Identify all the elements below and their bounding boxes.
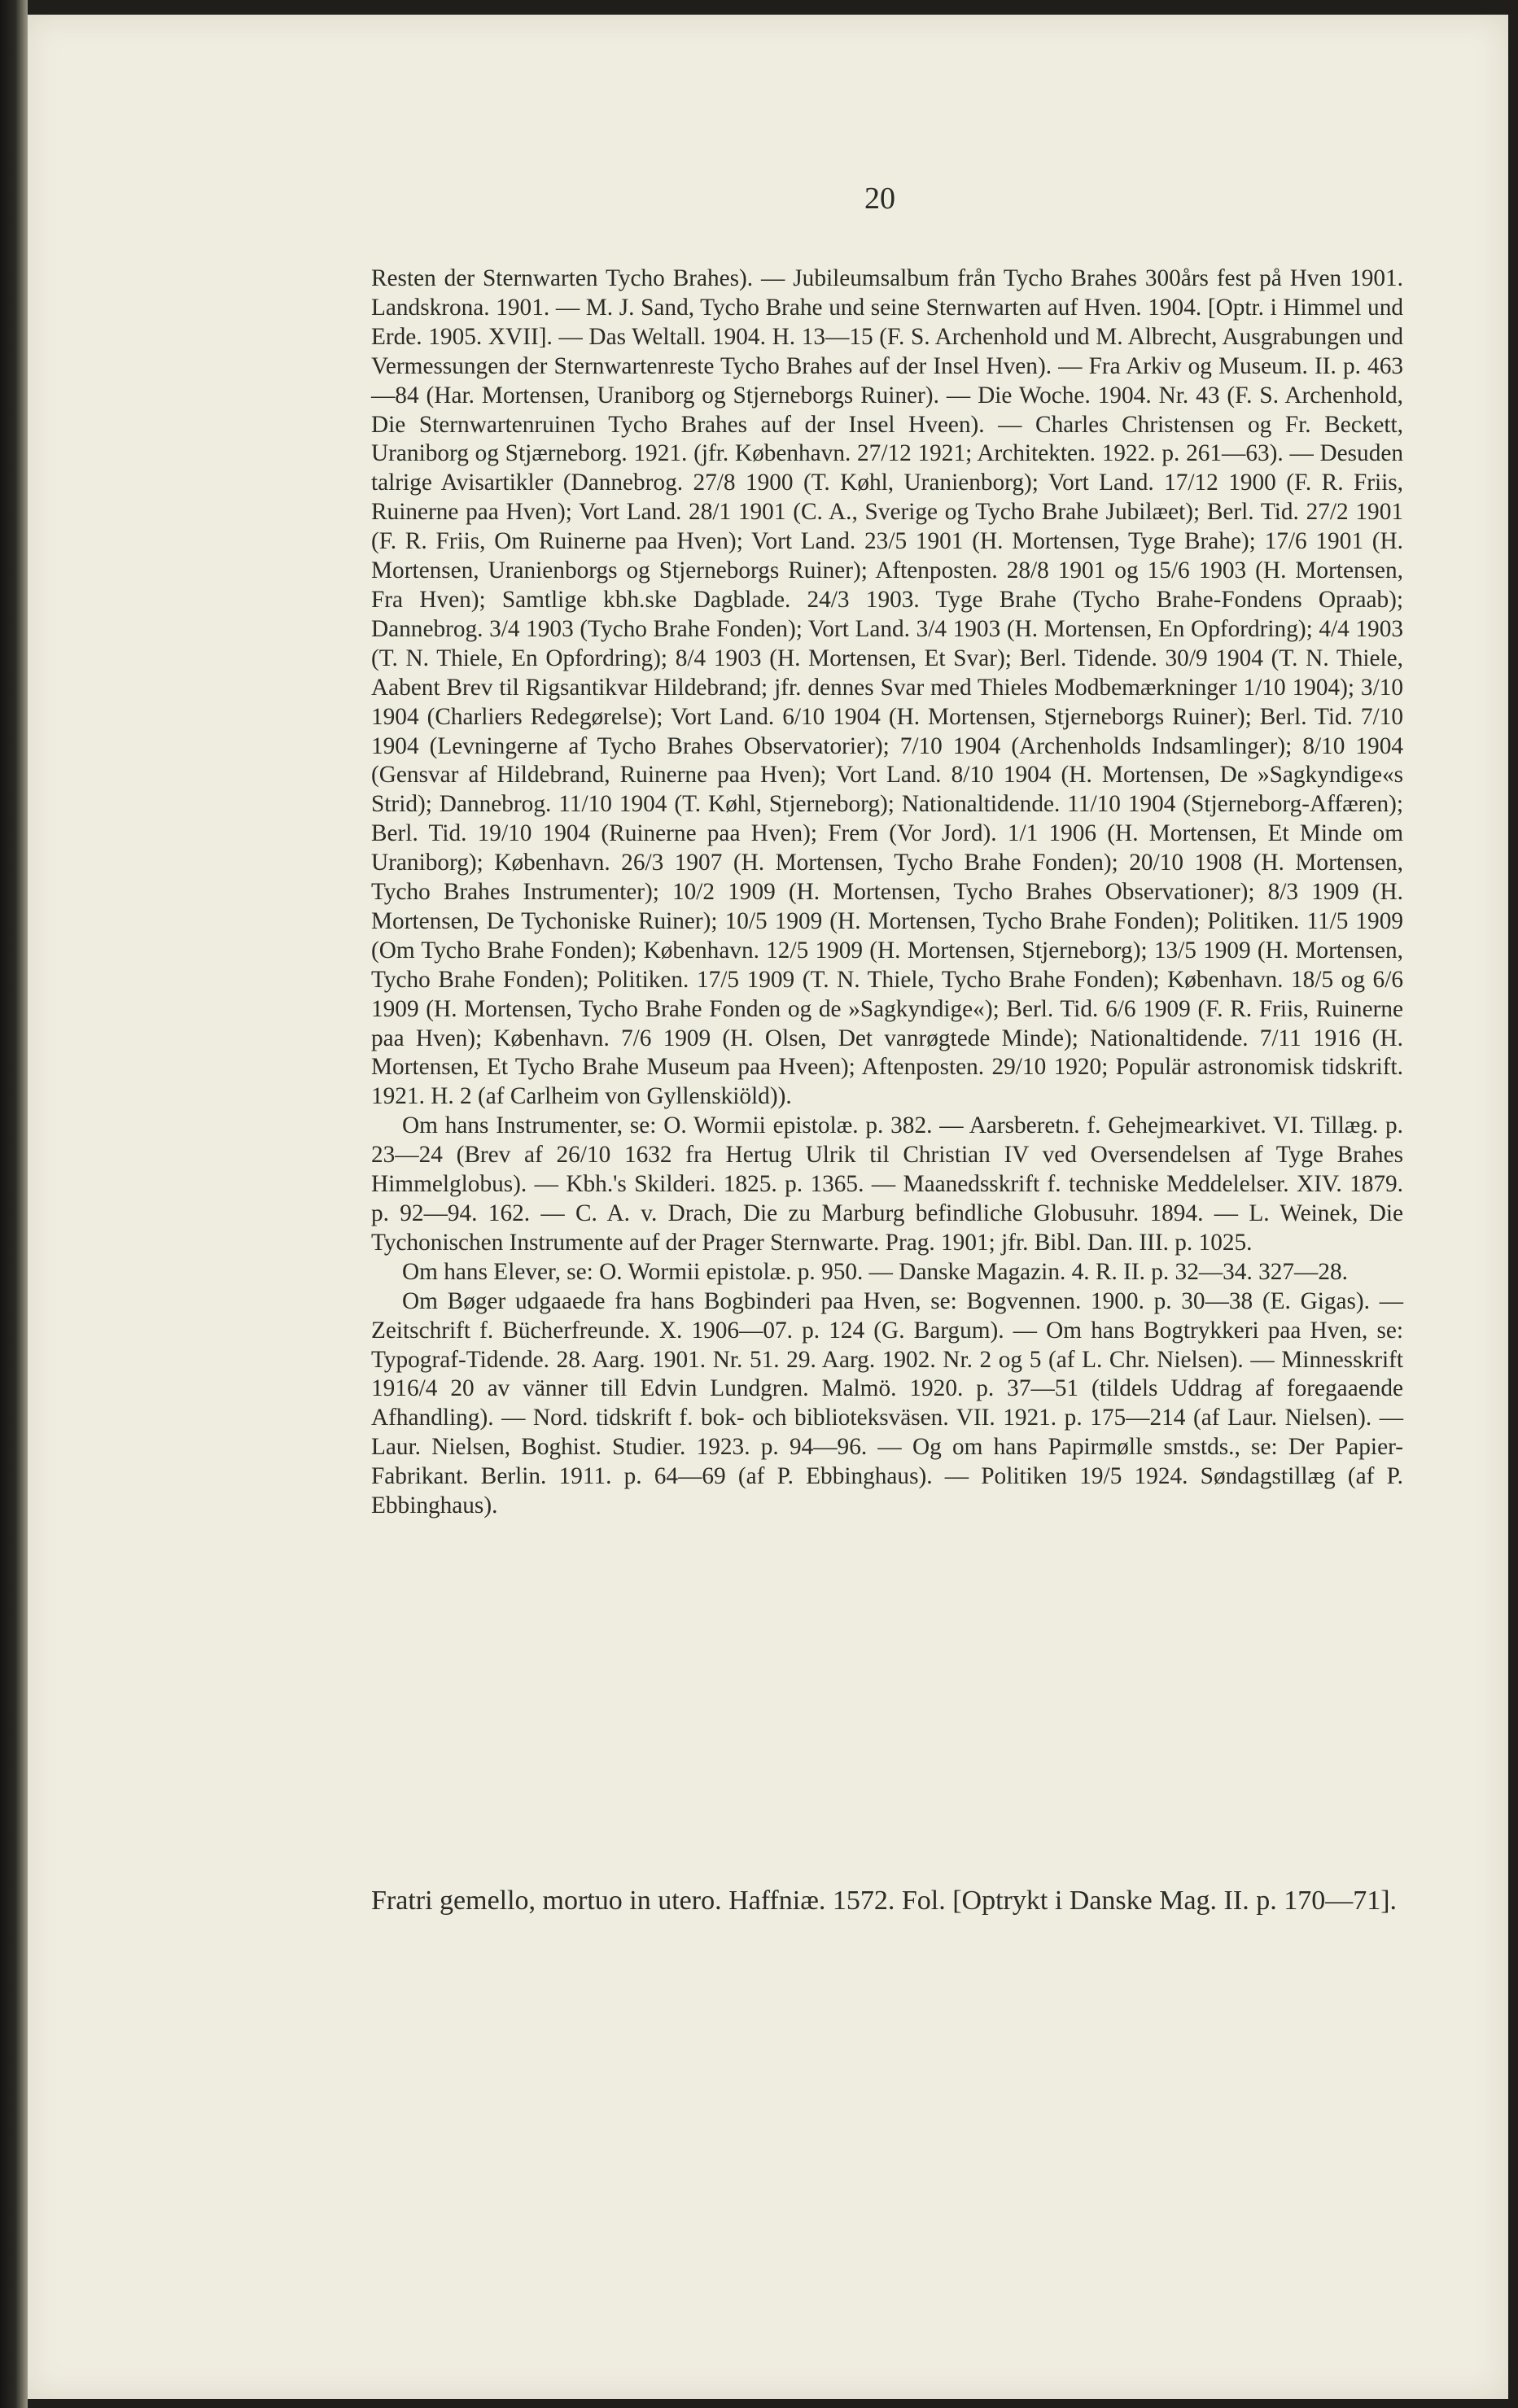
book-spine-shadow — [0, 0, 28, 2408]
paragraph-bindery-press: Om Bøger udgaaede fra hans Bogbinderi paa Hven, se: Bogvennen. 1900. p. 30—38 (E. Gigas). — Zeitschrift f. Bücherfreunde. X. 1906—07. p. 124 (G. Bargum). — Om hans Bogtrykkeri paa Hven, se: Typograf-Tidende. 28. Aarg. 1901. Nr. 51. 29. Aarg. 1902. Nr. 2 og 5 (af L. Chr. Nielsen). — Minnesskrift 1916/4 20 av vänner till Edvin Lundgren. Malmö. 1920. p. 37—51 (tildels Uddrag af foregaaende Afhandling). — Nord. tidskrift f. bok- och biblioteksväsen. VII. 1921. p. 175—214 (af Laur. Nielsen). — Laur. Nielsen, Boghist. Studier. 1923. p. 94—96. — Og om hans Papirmølle smstds., se: Der Papier-Fabrikant. Berlin. 1911. p. 64—69 (af P. Ebbinghaus). — Politiken 19/5 1924. Søndagstillæg (af P. Ebbinghaus). — [371, 1287, 1403, 1519]
paragraph-instruments: Om hans Instrumenter, se: O. Wormii epistolæ. p. 382. — Aarsberetn. f. Gehejmearkivet. VI. Tillæg. p. 23—24 (Brev af 26/10 1632 fra Hertug Ulrik til Christian IV ved Oversendelsen af Tyge Brahes Himmelglobus). — Kbh.'s Skilderi. 1825. p. 1365. — Maanedsskrift f. techniske Meddelelser. XIV. 1879. p. 92—94. 162. — C. A. v. Drach, Die zu Marburg befindliche Globusuhr. 1894. — L. Weinek, Die Tychonischen Instrumente auf der Prager Sternwarte. Prag. 1901; jfr. Bibl. Dan. III. p. 1025. — [371, 1112, 1403, 1256]
entry-title: Fratri gemello, mortuo in utero. Haffniæ. 1572. Fol. [Optrykt i Danske Mag. II. p. 170—71]. — [371, 1886, 1398, 1916]
paragraph-students: Om hans Elever, se: O. Wormii epistolæ. p. 950. — Danske Magazin. 4. R. II. p. 32—34. 327—28. — [402, 1258, 1348, 1285]
paragraph-newspaper-articles: Resten der Sternwarten Tycho Brahes). — Jubileumsalbum från Tycho Brahes 300års fest på Hven 1901. Landskrona. 1901. — M. J. Sand, Tycho Brahe und seine Sternwarten auf Hven. 1904. [Optr. i Himmel und Erde. 1905. XVII]. — Das Weltall. 1904. H. 13—15 (F. S. Archenhold und M. Albrecht, Ausgrabungen und Vermessungen der Sternwartenreste Tycho Brahes auf der Insel Hven). — Fra Arkiv og Museum. II. p. 463—84 (Har. Mortensen, Uraniborg og Stjerneborgs Ruiner). — Die Woche. 1904. Nr. 43 (F. S. Archenhold, Die Sternwartenruinen Tycho Brahes auf der Insel Hveen). — Charles Christensen og Fr. Beckett, Uraniborg og Stjærneborg. 1921. (jfr. København. 27/12 1921; Architekten. 1922. p. 261—63). — Desuden talrige Avisartikler (Dannebrog. 27/8 1900 (T. Køhl, Uranienborg); Vort Land. 17/12 1900 (F. R. Friis, Ruinerne paa Hven); Vort Land. 28/1 1901 (C. A., Sverige og Tycho Brahe Jubilæet); Berl. Tid. 27/2 1901 (F. R. Friis, Om Ruinerne paa Hven); Vort Land. 23/5 1901 (H. Mortensen, Tyge Brahe); 17/6 1901 (H. Mortensen, Uranienborgs og Stjerneborgs Ruiner); Aftenposten. 28/8 1901 og 15/6 1903 (H. Mortensen, Fra Hven); Samtlige kbh.ske Dagblade. 24/3 1903. Tyge Brahe (Tycho Brahe-Fondens Opraab); Dannebrog. 3/4 1903 (Tycho Brahe Fonden); Vort Land. 3/4 1903 (H. Mortensen, En Opfordring); 4/4 1903 (T. N. Thiele, En Opfordring); 8/4 1903 (H. Mortensen, Et Svar); Berl. Tidende. 30/9 1904 (T. N. Thiele, Aabent Brev til Rigsantikvar Hildebrand; jfr. dennes Svar med Thieles Modbemærkninger 1/10 1904); 3/10 1904 (Charliers Redegørelse); Vort Land. 6/10 1904 (H. Mortensen, Stjerneborgs Ruiner); Berl. Tid. 7/10 1904 (Levningerne af Tycho Brahes Observatorier); 7/10 1904 (Archenholds Indsamlinger); 8/10 1904 (Gensvar af Hildebrand, Ruinerne paa Hven); Vort Land. 8/10 1904 (H. Mortensen, De »Sagkyndige«s Strid); Dannebrog. 11/10 1904 (T. Køhl, Stjerneborg); Nationaltidende. 11/10 1904 (Stjerneborg-Affæren); Berl. Tid. 19/10 1904 (Ruinerne paa Hven); Frem (Vor Jord). 1/1 1906 (H. Mortensen, Et Minde om Uraniborg); København. 26/3 1907 (H. Mortensen, Tycho Brahe Fonden); 20/10 1908 (H. Mortensen, Tycho Brahes Instrumenter); 10/2 1909 (H. Mortensen, Tycho Brahes Observationer); 8/3 1909 (H. Mortensen, De Tychoniske Ruiner); 10/5 1909 (H. Mortensen, Tycho Brahe Fonden); Politiken. 11/5 1909 (Om Tycho Brahe Fonden); København. 12/5 1909 (H. Mortensen, Stjerneborg); 13/5 1909 (H. Mortensen, Tycho Brahe Fonden); Politiken. 17/5 1909 (T. N. Thiele, Tycho Brahe Fonden); København. 18/5 og 6/6 1909 (H. Mortensen, Tycho Brahe Fonden og de »Sagkyndige«); Berl. Tid. 6/6 1909 (F. R. Friis, Ruinerne paa Hven); København. 7/6 1909 (H. Olsen, Det vanrøgtede Minde); Nationaltidende. 7/11 1916 (H. Mortensen, Et Tycho Brahe Museum paa Hveen); Aftenposten. 29/10 1920; Populär astronomisk tidskrift. 1921. H. 2 (af Carlheim von Gyllenskiöld)). — [371, 265, 1403, 1110]
page-number: 20 — [864, 181, 895, 216]
body-text — [371, 264, 1403, 1521]
